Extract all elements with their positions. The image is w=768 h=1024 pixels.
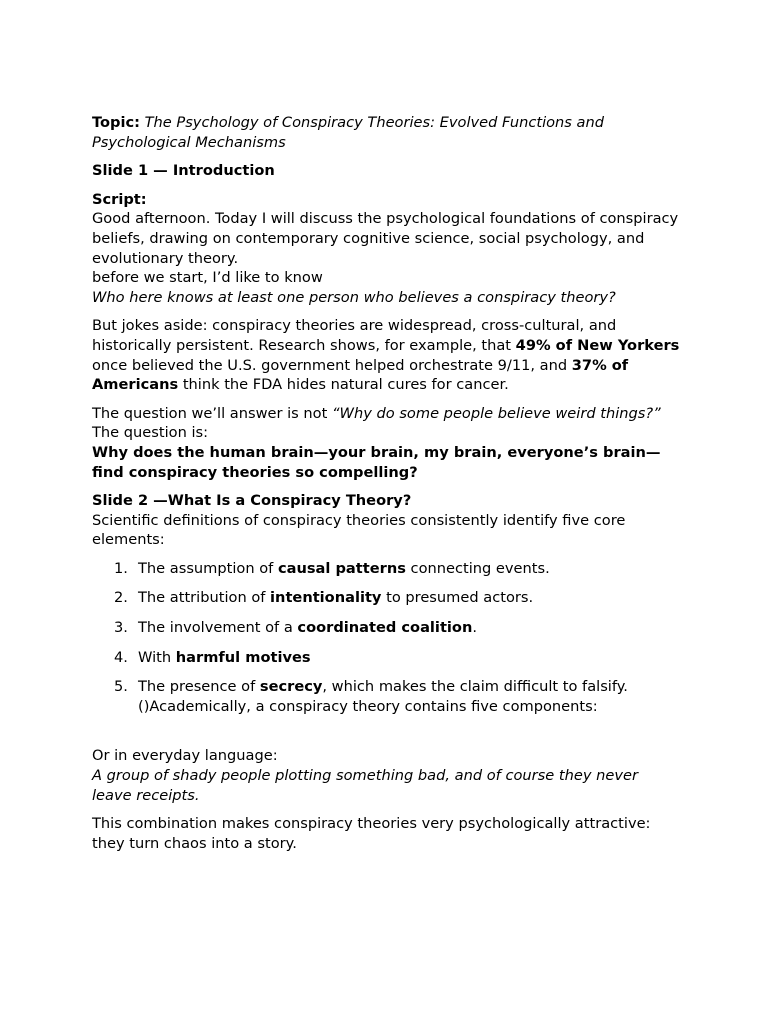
slide1-intro: Good afternoon. Today I will discuss the psychological foundations of conspiracy beliefs, drawing on contemporary cognitive science, social psychology, and evolutionary theory.	[92, 210, 679, 267]
list-item-text: , which makes the claim difficult to falsify. ()Academically, a conspiracy theory contains five components:	[138, 678, 628, 715]
list-item-bold: secrecy	[259, 678, 323, 696]
slide1-audience-question: Who here knows at least one person who believes a conspiracy theory?	[92, 288, 616, 306]
list-item-bold: intentionality	[270, 589, 382, 607]
list-item	[92, 618, 682, 638]
slide1-statistics-paragraph	[92, 316, 682, 394]
p3-text-a: The question we’ll answer is not	[92, 404, 332, 422]
slide2-conclusion: This combination makes conspiracy theories very psychologically attractive: they turn chaos into a story.	[92, 815, 651, 852]
p2-stat-americans: 37% of Americans	[92, 356, 629, 394]
slide1-before-start: before we start, I’d like to know	[92, 269, 323, 287]
list-item-number: 5.	[114, 678, 128, 696]
slide2-intro: Scientific definitions of conspiracy theories consistently identify five core elements:	[92, 511, 626, 549]
list-item	[92, 648, 682, 668]
slide2-heading: Slide 2 —What Is a Conspiracy Theory?	[92, 492, 412, 510]
list-item-text: The assumption of	[138, 559, 278, 577]
document-page	[92, 113, 682, 853]
list-item-text: connecting events.	[405, 559, 550, 577]
list-item-number: 2.	[114, 589, 128, 607]
everyday-language-label: Or in everyday language:	[92, 747, 278, 765]
p2-text-a: But jokes aside: conspiracy theories are widespread, cross-cultural, and historically persistent. Research shows, for example, that	[92, 317, 617, 354]
list-item-number: 3.	[114, 619, 128, 637]
list-item-bold: harmful motives	[175, 648, 311, 666]
slide1-question-is: The question is:	[92, 424, 209, 442]
list-item-bold: causal patterns	[277, 559, 406, 577]
everyday-language-quote: A group of shady people plotting something bad, and of course they never leave receipts.	[92, 767, 638, 804]
p3-weird-things-quote: “Why do some people believe weird things?”	[331, 404, 661, 422]
list-item	[92, 588, 682, 608]
list-item-text: The attribution of	[138, 589, 271, 607]
list-item	[92, 677, 682, 716]
list-item-number: 4.	[114, 648, 128, 666]
list-item-number: 1.	[114, 559, 128, 577]
topic-label: Topic:	[92, 114, 140, 131]
topic-title: The Psychology of Conspiracy Theories: Evolved Functions and Psychological Mechanisms	[92, 114, 605, 151]
list-item-text: .	[472, 619, 477, 637]
core-elements-list	[92, 559, 682, 717]
slide1-question-not	[92, 404, 682, 424]
list-item-text: to presumed actors.	[381, 589, 534, 607]
list-item-text: The involvement of a	[138, 619, 298, 637]
slide1-main-question: Why does the human brain—your brain, my brain, everyone’s brain—find conspiracy theories so compelling?	[92, 443, 661, 481]
list-item	[92, 559, 682, 579]
list-item-text: The presence of	[138, 678, 260, 696]
list-item-bold: coordinated coalition	[297, 619, 473, 637]
p2-text-c: once believed the U.S. government helped orchestrate 9/11, and	[92, 356, 572, 374]
script-label: Script:	[92, 190, 147, 208]
p2-stat-new-yorkers: 49% of New Yorkers	[515, 336, 680, 354]
list-item-text: With	[138, 648, 176, 666]
topic-line	[92, 113, 682, 152]
p2-text-e: think the FDA hides natural cures for cancer.	[178, 376, 509, 394]
slide1-heading: Slide 1 — Introduction	[92, 162, 275, 180]
